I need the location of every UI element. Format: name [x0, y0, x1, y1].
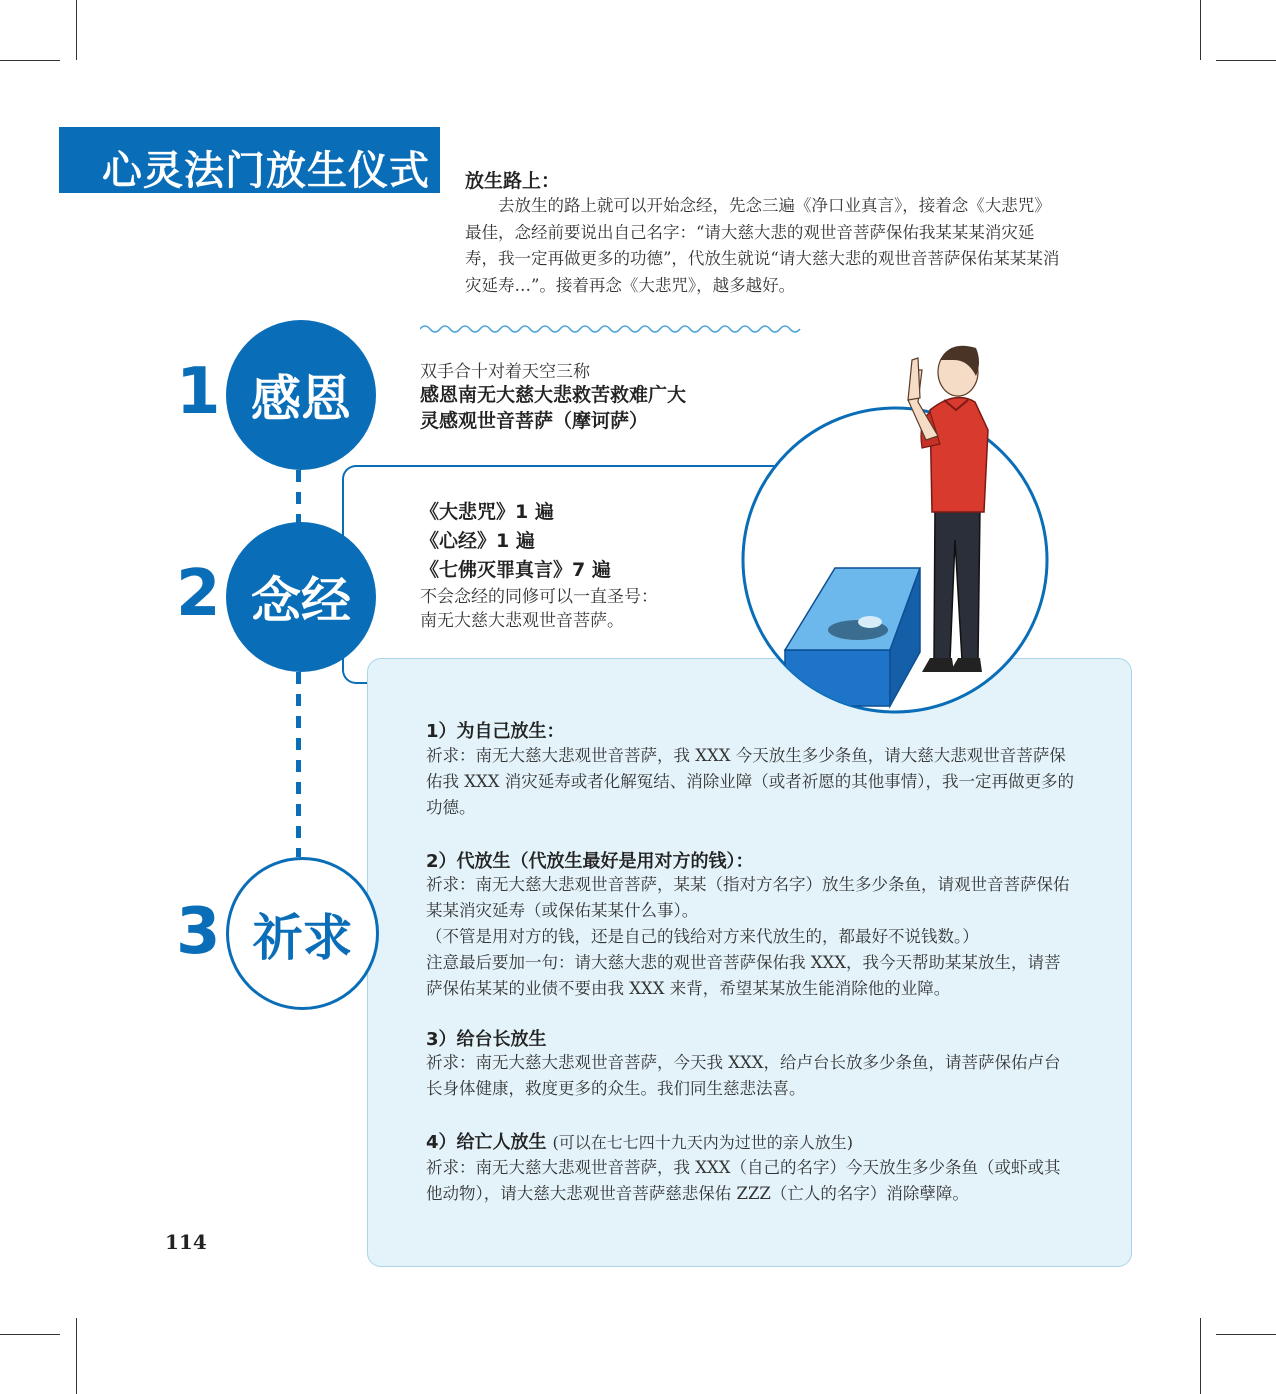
step-circle — [226, 857, 379, 1010]
page-title: 心灵法门放生仪式 — [102, 148, 430, 194]
note-line: 不会念经的同修可以一直圣号： — [420, 587, 658, 607]
chant-line: 感恩南无大慈大悲救苦救难广大 — [420, 384, 687, 406]
step-number: 3 — [176, 895, 221, 969]
sutra-item: 《大悲咒》1 遍 — [420, 501, 554, 523]
crop-mark — [76, 1318, 77, 1394]
crop-mark — [76, 0, 77, 60]
step2-note — [420, 585, 658, 633]
prayer-body-proxy: 祈求：南无大慈大悲观世音菩萨，某某（指对方名字）放生多少条鱼，请观世音菩萨保佑某某消灾延寿（或保佑某某什么事）。 （不管是用对方的钱，还是自己的钱给对方来代放生的，都最好不说钱数。） 注意最后要加一句：请大慈大悲的观世音菩萨保佑我 XXX，我今天帮助某某放生，请菩萨保佑某某的业债不要由我 XXX 来背，希望某某放生能消除他的业障。 — [426, 875, 1070, 998]
sutra-list — [420, 498, 611, 585]
step1-instruction: 双手合十对着天空三称 — [420, 362, 590, 382]
step-label: 祈求 — [252, 908, 353, 967]
crop-mark — [1200, 0, 1201, 60]
step-circle — [226, 522, 376, 672]
step-connector — [296, 672, 301, 857]
page-number: 114 — [165, 1230, 207, 1254]
step-circle — [226, 320, 376, 470]
prayer-heading-proxy: 2）代放生（代放生最好是用对方的钱）： — [426, 851, 754, 872]
crop-mark — [1216, 1334, 1276, 1335]
praying-person-illustration — [740, 330, 1080, 720]
crop-mark — [0, 60, 60, 61]
step-connector — [296, 470, 301, 525]
crop-mark — [0, 1334, 60, 1335]
prayer-heading-master: 3）给台长放生 — [426, 1029, 547, 1050]
prayer-heading-deceased — [426, 1128, 853, 1154]
chant-line: 灵感观世音菩萨（摩诃萨） — [420, 410, 649, 432]
crop-mark — [1200, 1318, 1201, 1394]
sutra-item: 《七佛灭罪真言》7 遍 — [420, 559, 611, 581]
step1-chant — [420, 382, 686, 434]
prayer-heading-deceased-note: (可以在七七四十九天内为过世的亲人放生) — [552, 1133, 854, 1152]
step-label: 念经 — [251, 572, 351, 630]
prayer-heading-self: 1）为自己放生： — [426, 721, 565, 742]
step-number: 1 — [176, 355, 221, 429]
note-line: 南无大慈大悲观世音菩萨。 — [420, 611, 624, 631]
crop-mark — [1216, 60, 1276, 61]
prayer-body-self: 祈求：南无大慈大悲观世音菩萨，我 XXX 今天放生多少条鱼，请大慈大悲观世音菩萨保佑我 XXX 消灾延寿或者化解冤结、消除业障（或者祈愿的其他事情），我一定再做更多的功德。 — [426, 746, 1074, 817]
intro-heading: 放生路上： — [465, 170, 561, 192]
prayer-body-master: 祈求：南无大慈大悲观世音菩萨，今天我 XXX，给卢台长放多少条鱼，请菩萨保佑卢台长身体健康，救度更多的众生。我们同生慈悲法喜。 — [426, 1053, 1061, 1098]
prayer-heading-deceased-label: 4）给亡人放生 — [426, 1132, 547, 1153]
intro-body: 去放生的路上就可以开始念经，先念三遍《净口业真言》，接着念《大悲咒》最佳，念经前要说出自己名字：“请大慈大悲的观世音菩萨保佑我某某某消灾延寿，我一定再做更多的功德”，代放生就说“请大慈大悲的观世音菩萨保佑某某某消灾延寿…”。接着再念《大悲咒》，越多越好。 — [465, 196, 1060, 295]
sutra-item: 《心经》1 遍 — [420, 530, 535, 552]
prayer-body-deceased: 祈求：南无大慈大悲观世音菩萨，我 XXX（自己的名字）今天放生多少条鱼（或虾或其他动物），请大慈大悲观世音菩萨慈悲保佑 ZZZ（亡人的名字）消除孽障。 — [426, 1158, 1061, 1203]
step-number: 2 — [176, 557, 221, 631]
step-label: 感恩 — [251, 370, 351, 428]
